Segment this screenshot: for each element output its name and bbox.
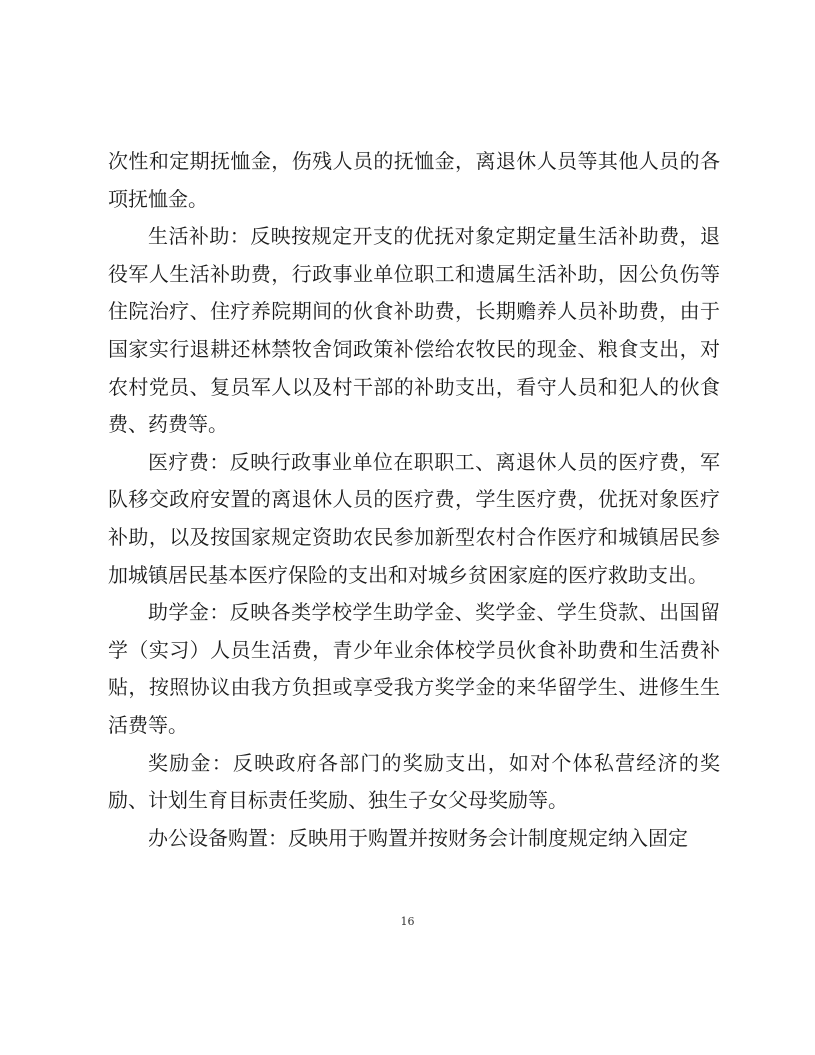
body-text bbox=[108, 143, 720, 857]
paragraph-student-aid: 助学金：反映各类学校学生助学金、奖学金、学生贷款、出国留学（实习）人员生活费，青少年业余体校学员伙食补助费和生活费补贴，按照协议由我方负担或享受我方奖学金的来华留学生、进修生生活费等。 bbox=[108, 600, 720, 737]
paragraph-office-equipment: 办公设备购置：反映用于购置并按财务会计制度规定纳入固定 bbox=[148, 825, 688, 850]
paragraph-reward-fund: 奖励金：反映政府各部门的奖励支出，如对个体私营经济的奖励、计划生育目标责任奖励、独生子女父母奖励等。 bbox=[108, 750, 720, 813]
page-number: 16 bbox=[400, 915, 415, 928]
paragraph-living-subsidy: 生活补助：反映按规定开支的优抚对象定期定量生活补助费，退役军人生活补助费，行政事业单位职工和遗属生活补助，因公负伤等住院治疗、住疗养院期间的伙食补助费，长期赡养人员补助费，由于国家实行退耕还林禁牧舍饲政策补偿给农牧民的现金、粮食支出，对农村党员、复员军人以及村干部的补助支出，看守人员和犯人的伙食费、药费等。 bbox=[108, 224, 720, 437]
paragraph-continuation: 次性和定期抚恤金，伤残人员的抚恤金，离退休人员等其他人员的各项抚恤金。 bbox=[108, 149, 720, 211]
paragraph-medical-expenses: 医疗费：反映行政事业单位在职职工、离退休人员的医疗费，军队移交政府安置的离退休人员的医疗费，学生医疗费，优抚对象医疗补助，以及按国家规定资助农民参加新型农村合作医疗和城镇居民参加城镇居民基本医疗保险的支出和对城乡贫困家庭的医疗救助支出。 bbox=[108, 449, 720, 587]
